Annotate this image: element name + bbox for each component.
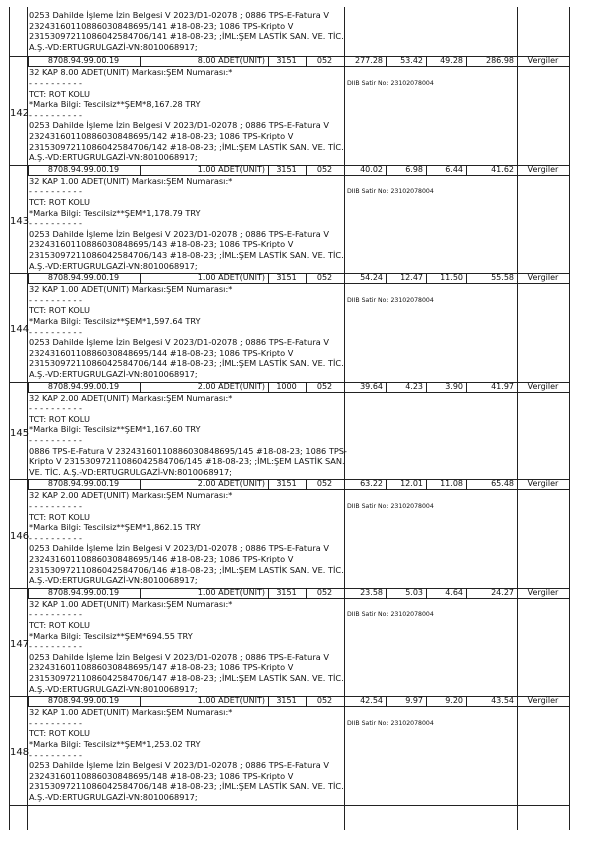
description-line: *Marka Bilgi: Tescilsiz**ŞEM*694.55 TRY bbox=[29, 630, 193, 641]
header-cell-divider bbox=[306, 696, 307, 706]
statistical-value: 55.58 bbox=[491, 273, 514, 283]
header-cell-divider bbox=[140, 56, 141, 66]
header-cell-divider bbox=[426, 273, 427, 283]
item-number: 145 bbox=[10, 427, 30, 439]
statistical-value: 24.27 bbox=[491, 587, 514, 597]
header-cell-divider bbox=[517, 56, 518, 66]
regime-code: 3151 bbox=[276, 696, 297, 706]
invoice-value: 277.28 bbox=[355, 56, 383, 66]
description-line: A.Ş.-VD:ERTUGRULGAZİ-VN:8010068917; bbox=[29, 260, 198, 271]
quantity: 1.00 ADET(UNIT) bbox=[197, 273, 265, 283]
description-line: 0253 Dahilde İşleme İzin Belgesi V 2023/D1-02078 ; 0886 TPS-E-Fatura V bbox=[29, 543, 329, 554]
description-line: - - - - - - - - - - bbox=[29, 532, 82, 543]
header-cell-divider bbox=[517, 696, 518, 706]
header-cell-divider bbox=[517, 165, 518, 175]
description-line: 32 KAP 2.00 ADET(UNIT) Markası:ŞEM Numarası:* bbox=[29, 392, 233, 403]
gtip-code: 8708.94.99.00.19 bbox=[47, 164, 120, 174]
description-line: - - - - - - - - - - bbox=[29, 78, 82, 88]
remark-line: A.Ş.-VD:ERTUGRULGAZİ-VN:8010068917; bbox=[29, 41, 198, 52]
quantity: 1.00 ADET(UNIT) bbox=[197, 587, 265, 597]
quantity: 2.00 ADET(UNIT) bbox=[197, 381, 265, 391]
header-cell-divider bbox=[517, 273, 518, 283]
header-cell-divider bbox=[466, 165, 467, 175]
header-cell-divider bbox=[386, 382, 387, 392]
description-line: *Marka Bilgi: Tescilsiz**ŞEM*1,167.60 TRY bbox=[29, 424, 201, 435]
description-line: *Marka Bilgi: Tescilsiz**ŞEM*8,167.28 TRY bbox=[29, 99, 201, 110]
header-cell-divider bbox=[28, 56, 29, 66]
gtip-code: 8708.94.99.00.19 bbox=[47, 273, 120, 283]
diib-line-number: DIIB Satir No: 23102078004 bbox=[347, 188, 434, 196]
header-cell-divider bbox=[426, 588, 427, 598]
tax-label: Vergiler bbox=[527, 696, 559, 706]
description-line: - - - - - - - - - - bbox=[29, 609, 82, 620]
description-line: 0253 Dahilde İşleme İzin Belgesi V 2023/D1-02078 ; 0886 TPS-E-Fatura V bbox=[29, 120, 329, 131]
header-cell-divider bbox=[466, 382, 467, 392]
regime-code: 3151 bbox=[276, 273, 297, 283]
tax-label: Vergiler bbox=[527, 164, 559, 174]
invoice-value: 39.64 bbox=[360, 381, 383, 391]
insurance-value: 4.64 bbox=[445, 587, 463, 597]
header-cell-divider bbox=[344, 479, 345, 489]
header-cell-divider bbox=[306, 479, 307, 489]
description-line: 23153097211086042584706/146 #18-08-23; ;İML:ŞEM LASTİK SAN. VE. TİC. bbox=[29, 564, 344, 575]
header-cell-divider bbox=[517, 479, 518, 489]
header-cell-divider bbox=[466, 56, 467, 66]
diib-line-number: DIIB Satir No: 23102078004 bbox=[347, 719, 434, 727]
header-cell-divider bbox=[268, 273, 269, 283]
diib-line-number: DIIB Satir No: 23102078004 bbox=[347, 296, 434, 304]
description-line: A.Ş.-VD:ERTUGRULGAZİ-VN:8010068917; bbox=[29, 152, 198, 163]
insurance-value: 49.28 bbox=[440, 56, 463, 66]
gtip-code: 8708.94.99.00.19 bbox=[47, 56, 120, 66]
quantity: 1.00 ADET(UNIT) bbox=[197, 164, 265, 174]
description-line: - - - - - - - - - - bbox=[29, 109, 82, 120]
header-cell-divider bbox=[344, 382, 345, 392]
regime-code: 3151 bbox=[276, 479, 297, 489]
invoice-value: 40.02 bbox=[360, 164, 383, 174]
description-line: *Marka Bilgi: Tescilsiz**ŞEM*1,862.15 TRY bbox=[29, 522, 201, 533]
header-cell-divider bbox=[140, 273, 141, 283]
header-cell-divider bbox=[140, 696, 141, 706]
description-line: - - - - - - - - - - bbox=[29, 403, 82, 414]
invoice-value: 63.22 bbox=[360, 479, 383, 489]
country-code: 052 bbox=[316, 479, 333, 489]
header-cell-divider bbox=[344, 56, 345, 66]
header-cell-divider bbox=[344, 696, 345, 706]
tax-label: Vergiler bbox=[527, 381, 559, 391]
header-cell-divider bbox=[466, 588, 467, 598]
description-line: - - - - - - - - - - bbox=[29, 717, 82, 728]
table-bottom-line bbox=[9, 805, 570, 806]
country-code: 052 bbox=[316, 56, 333, 66]
gtip-code: 8708.94.99.00.19 bbox=[47, 381, 120, 391]
header-cell-divider bbox=[28, 479, 29, 489]
quantity: 1.00 ADET(UNIT) bbox=[197, 696, 265, 706]
description-line: TCT: ROT KOLU bbox=[29, 413, 90, 424]
header-cell-divider bbox=[344, 273, 345, 283]
header-cell-divider bbox=[268, 56, 269, 66]
regime-code: 1000 bbox=[276, 381, 297, 391]
tax-label: Vergiler bbox=[527, 273, 559, 283]
header-cell-divider bbox=[426, 479, 427, 489]
header-cell-divider bbox=[306, 588, 307, 598]
header-cell-divider bbox=[426, 165, 427, 175]
description-line: 23243160110886030848695/144 #18-08-23; 1086 TPS-Kripto V bbox=[29, 347, 294, 358]
diib-line-number: DIIB Satir No: 23102078004 bbox=[347, 611, 434, 619]
header-cell-divider bbox=[517, 382, 518, 392]
remark-line: 0253 Dahilde İşleme İzin Belgesi V 2023/D1-02078 ; 0886 TPS-E-Fatura V bbox=[29, 10, 329, 20]
item-number: 142 bbox=[10, 107, 30, 119]
description-line: 32 KAP 1.00 ADET(UNIT) Markası:ŞEM Numarası:* bbox=[29, 598, 233, 609]
description-line: 32 KAP 1.00 ADET(UNIT) Markası:ŞEM Numarası:* bbox=[29, 707, 233, 718]
header-cell-divider bbox=[517, 588, 518, 598]
description-line: VE. TİC. A.Ş.-VD:ERTUGRULGAZİ-VN:8010068917; bbox=[29, 466, 232, 477]
header-cell-divider bbox=[268, 696, 269, 706]
freight-value: 4.23 bbox=[405, 381, 423, 391]
header-cell-divider bbox=[306, 382, 307, 392]
description-line: 0253 Dahilde İşleme İzin Belgesi V 2023/D1-02078 ; 0886 TPS-E-Fatura V bbox=[29, 760, 329, 771]
header-cell-divider bbox=[466, 479, 467, 489]
header-cell-divider bbox=[140, 165, 141, 175]
invoice-value: 42.54 bbox=[360, 696, 383, 706]
diib-line-number: DIIB Satir No: 23102078004 bbox=[347, 80, 434, 87]
header-cell-divider bbox=[268, 165, 269, 175]
country-code: 052 bbox=[316, 164, 333, 174]
header-cell-divider bbox=[28, 273, 29, 283]
freight-value: 53.42 bbox=[400, 56, 423, 66]
header-cell-divider bbox=[268, 479, 269, 489]
description-line: A.Ş.-VD:ERTUGRULGAZİ-VN:8010068917; bbox=[29, 369, 198, 379]
insurance-value: 11.08 bbox=[440, 479, 463, 489]
description-line: 0253 Dahilde İşleme İzin Belgesi V 2023/D1-02078 ; 0886 TPS-E-Fatura V bbox=[29, 651, 329, 662]
description-line: 23153097211086042584706/144 #18-08-23; ;İML:ŞEM LASTİK SAN. VE. TİC. bbox=[29, 358, 344, 369]
header-cell-divider bbox=[28, 165, 29, 175]
header-cell-divider bbox=[306, 165, 307, 175]
quantity: 2.00 ADET(UNIT) bbox=[197, 479, 265, 489]
description-line: TCT: ROT KOLU bbox=[29, 305, 90, 316]
description-line: TCT: ROT KOLU bbox=[29, 620, 90, 630]
tax-label: Vergiler bbox=[527, 56, 559, 66]
header-cell-divider bbox=[268, 382, 269, 392]
header-cell-divider bbox=[386, 56, 387, 66]
header-cell-divider bbox=[28, 382, 29, 392]
description-line: 23243160110886030848695/148 #18-08-23; 1086 TPS-Kripto V bbox=[29, 770, 294, 781]
header-cell-divider bbox=[344, 588, 345, 598]
description-line: 0253 Dahilde İşleme İzin Belgesi V 2023/D1-02078 ; 0886 TPS-E-Fatura V bbox=[29, 228, 329, 239]
gtip-code: 8708.94.99.00.19 bbox=[47, 479, 120, 489]
freight-value: 6.98 bbox=[405, 164, 423, 174]
header-cell-divider bbox=[386, 588, 387, 598]
description-line: 23153097211086042584706/147 #18-08-23; ;İML:ŞEM LASTİK SAN. VE. TİC. bbox=[29, 673, 344, 683]
country-code: 052 bbox=[316, 273, 333, 283]
country-code: 052 bbox=[316, 587, 333, 597]
regime-code: 3151 bbox=[276, 587, 297, 597]
description-line: A.Ş.-VD:ERTUGRULGAZİ-VN:8010068917; bbox=[29, 575, 198, 586]
header-cell-divider bbox=[386, 165, 387, 175]
header-cell-divider bbox=[28, 588, 29, 598]
description-line: - - - - - - - - - - bbox=[29, 749, 82, 760]
description-line: - - - - - - - - - - bbox=[29, 294, 82, 305]
quantity: 8.00 ADET(UNIT) bbox=[197, 56, 265, 66]
description-line: 23243160110886030848695/142 #18-08-23; 1086 TPS-Kripto V bbox=[29, 131, 294, 141]
description-line: - - - - - - - - - - bbox=[29, 641, 82, 652]
description-line: 23243160110886030848695/146 #18-08-23; 1086 TPS-Kripto V bbox=[29, 554, 294, 564]
statistical-value: 41.62 bbox=[491, 164, 514, 174]
description-line: 0886 TPS-E-Fatura V 23243160110886030848695/145 #18-08-23; 1086 TPS- bbox=[29, 445, 347, 456]
header-cell-divider bbox=[140, 479, 141, 489]
header-cell-divider bbox=[306, 56, 307, 66]
description-line: 23243160110886030848695/143 #18-08-23; 1086 TPS-Kripto V bbox=[29, 239, 294, 250]
insurance-value: 3.90 bbox=[445, 381, 463, 391]
country-code: 052 bbox=[316, 381, 333, 391]
description-line: 23243160110886030848695/147 #18-08-23; 1086 TPS-Kripto V bbox=[29, 662, 294, 673]
remark-line: 23153097211086042584706/141 #18-08-23; ;İML:ŞEM LASTİK SAN. VE. TİC. bbox=[29, 31, 344, 42]
description-line: 32 KAP 1.00 ADET(UNIT) Markası:ŞEM Numarası:* bbox=[29, 284, 233, 295]
item-number: 148 bbox=[10, 747, 30, 759]
header-cell-divider bbox=[466, 696, 467, 706]
item-number: 146 bbox=[10, 530, 30, 542]
insurance-value: 11.50 bbox=[440, 273, 463, 283]
statistical-value: 41.97 bbox=[491, 381, 514, 391]
description-line: *Marka Bilgi: Tescilsiz**ŞEM*1,178.79 TRY bbox=[29, 207, 201, 218]
gtip-code: 8708.94.99.00.19 bbox=[47, 587, 120, 597]
description-line: - - - - - - - - - - bbox=[29, 186, 82, 197]
description-line: 23153097211086042584706/143 #18-08-23; ;İML:ŞEM LASTİK SAN. VE. TİC. bbox=[29, 250, 344, 260]
header-cell-divider bbox=[140, 382, 141, 392]
diib-line-number: DIIB Satir No: 23102078004 bbox=[347, 503, 434, 510]
regime-code: 3151 bbox=[276, 164, 297, 174]
description-line: TCT: ROT KOLU bbox=[29, 511, 90, 522]
header-cell-divider bbox=[344, 165, 345, 175]
description-line: - - - - - - - - - - bbox=[29, 218, 82, 229]
description-line: 32 KAP 8.00 ADET(UNIT) Markası:ŞEM Numarası:* bbox=[29, 67, 233, 78]
description-line: TCT: ROT KOLU bbox=[29, 197, 90, 207]
description-line: A.Ş.-VD:ERTUGRULGAZİ-VN:8010068917; bbox=[29, 792, 198, 802]
header-cell-divider bbox=[426, 56, 427, 66]
freight-value: 12.47 bbox=[400, 273, 423, 283]
header-cell-divider bbox=[466, 273, 467, 283]
insurance-value: 6.44 bbox=[445, 164, 463, 174]
description-line: - - - - - - - - - - bbox=[29, 435, 82, 445]
description-line: 23153097211086042584706/142 #18-08-23; ;İML:ŞEM LASTİK SAN. VE. TİC. bbox=[29, 141, 344, 152]
country-code: 052 bbox=[316, 696, 333, 706]
description-line: A.Ş.-VD:ERTUGRULGAZİ-VN:8010068917; bbox=[29, 683, 198, 694]
tax-label: Vergiler bbox=[527, 479, 559, 489]
description-line: *Marka Bilgi: Tescilsiz**ŞEM*1,253.02 TRY bbox=[29, 739, 201, 749]
item-number: 143 bbox=[10, 216, 30, 227]
description-line: 0253 Dahilde İşleme İzin Belgesi V 2023/D1-02078 ; 0886 TPS-E-Fatura V bbox=[29, 337, 329, 348]
description-line: 32 KAP 2.00 ADET(UNIT) Markası:ŞEM Numarası:* bbox=[29, 490, 233, 501]
header-cell-divider bbox=[386, 696, 387, 706]
invoice-value: 54.24 bbox=[360, 273, 383, 283]
description-line: - - - - - - - - - - bbox=[29, 326, 82, 337]
description-line: Kripto V 23153097211086042584706/145 #18-08-23; ;İML:ŞEM LASTİK SAN. bbox=[29, 456, 345, 467]
header-cell-divider bbox=[306, 273, 307, 283]
header-cell-divider bbox=[28, 696, 29, 706]
tax-label: Vergiler bbox=[527, 587, 559, 597]
statistical-value: 65.48 bbox=[491, 479, 514, 489]
item-number: 147 bbox=[10, 639, 30, 650]
header-cell-divider bbox=[268, 588, 269, 598]
description-line: *Marka Bilgi: Tescilsiz**ŞEM*1,597.64 TRY bbox=[29, 316, 201, 326]
invoice-value: 23.58 bbox=[360, 587, 383, 597]
description-line: TCT: ROT KOLU bbox=[29, 88, 90, 99]
description-line: - - - - - - - - - - bbox=[29, 501, 82, 511]
header-cell-divider bbox=[386, 273, 387, 283]
statistical-value: 286.98 bbox=[486, 56, 514, 66]
freight-value: 9.97 bbox=[405, 696, 423, 706]
header-cell-divider bbox=[426, 696, 427, 706]
header-cell-divider bbox=[140, 588, 141, 598]
insurance-value: 9.20 bbox=[445, 696, 463, 706]
freight-value: 12.01 bbox=[400, 479, 423, 489]
header-cell-divider bbox=[386, 479, 387, 489]
regime-code: 3151 bbox=[276, 56, 297, 66]
statistical-value: 43.54 bbox=[491, 696, 514, 706]
description-line: TCT: ROT KOLU bbox=[29, 728, 90, 739]
header-cell-divider bbox=[426, 382, 427, 392]
description-line: 32 KAP 1.00 ADET(UNIT) Markası:ŞEM Numarası:* bbox=[29, 175, 233, 186]
freight-value: 5.03 bbox=[405, 587, 423, 597]
description-line: 23153097211086042584706/148 #18-08-23; ;İML:ŞEM LASTİK SAN. VE. TİC. bbox=[29, 781, 344, 792]
item-number: 144 bbox=[10, 324, 30, 336]
remark-line: 23243160110886030848695/141 #18-08-23; 1086 TPS-Kripto V bbox=[29, 20, 294, 31]
gtip-code: 8708.94.99.00.19 bbox=[47, 696, 120, 706]
